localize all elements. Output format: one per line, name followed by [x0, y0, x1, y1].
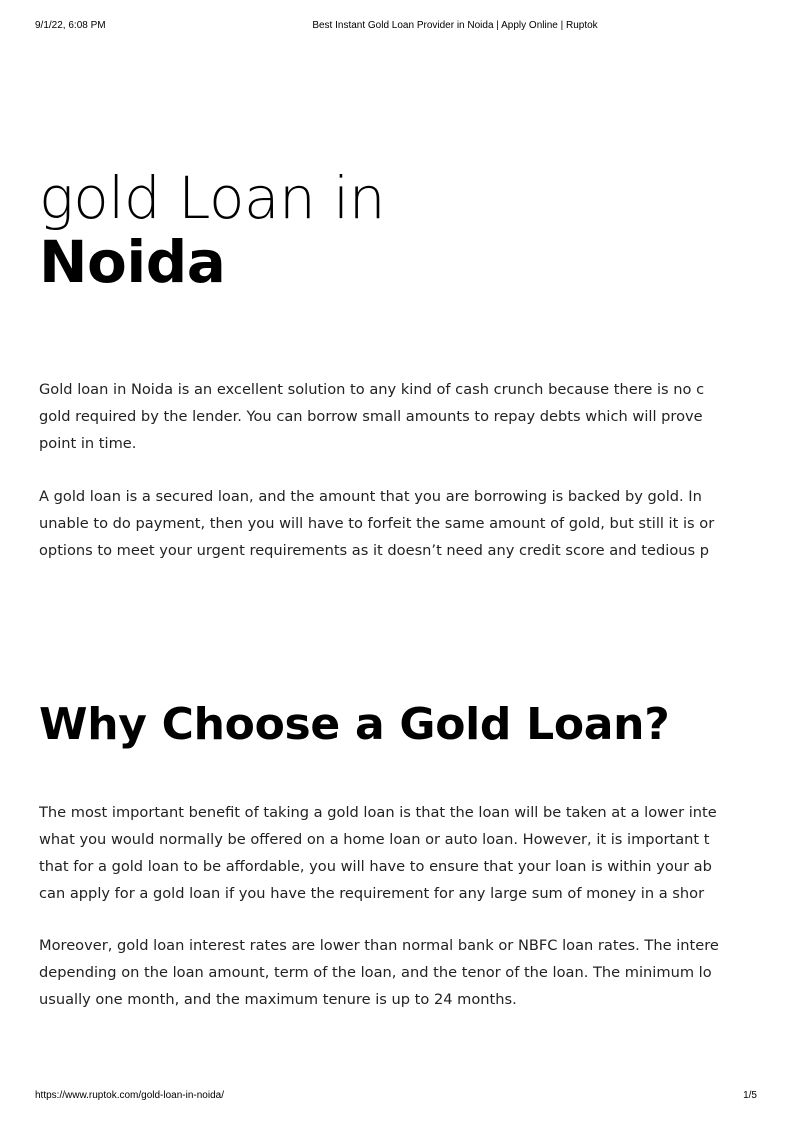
intro-paragraph-2 [39, 483, 757, 564]
paragraph-line: point in time. [39, 435, 137, 452]
paragraph-line: gold required by the lender. You can borrow small amounts to repay debts which will prove [39, 408, 703, 425]
print-url: https://www.ruptok.com/gold-loan-in-noida/ [35, 1090, 224, 1101]
paragraph-line: that for a gold loan to be affordable, you will have to ensure that your loan is within your ab [39, 858, 712, 875]
paragraph-line: depending on the loan amount, term of the loan, and the tenor of the loan. The minimum lo [39, 964, 712, 981]
print-footer [0, 1090, 793, 1104]
hero-title [39, 166, 385, 294]
section-paragraph-1 [39, 799, 757, 907]
paragraph-line: what you would normally be offered on a home loan or auto loan. However, it is important t [39, 831, 710, 848]
hero-title-line-2: Noida [39, 228, 226, 296]
paragraph-line: can apply for a gold loan if you have the requirement for any large sum of money in a shor [39, 885, 705, 902]
paragraph-line: A gold loan is a secured loan, and the amount that you are borrowing is backed by gold. In [39, 488, 702, 505]
paragraph-line: usually one month, and the maximum tenure is up to 24 months. [39, 991, 517, 1008]
section-paragraph-2 [39, 932, 757, 1013]
hero-title-line-1: gold Loan in [39, 164, 386, 232]
paragraph-line: unable to do payment, then you will have to forfeit the same amount of gold, but still it is or [39, 515, 715, 532]
print-page-title: Best Instant Gold Loan Provider in Noida | Apply Online | Ruptok [312, 20, 598, 31]
page-number: 1/5 [743, 1090, 757, 1101]
paragraph-line: The most important benefit of taking a gold loan is that the loan will be taken at a lower inte [39, 804, 717, 821]
intro-paragraph-1 [39, 376, 757, 457]
section-heading: Why Choose a Gold Loan? [39, 699, 670, 750]
paragraph-line: Gold loan in Noida is an excellent solution to any kind of cash crunch because there is no c [39, 381, 705, 398]
paragraph-line: options to meet your urgent requirements as it doesn’t need any credit score and tedious p [39, 542, 710, 559]
paragraph-line: Moreover, gold loan interest rates are lower than normal bank or NBFC loan rates. The intere [39, 937, 719, 954]
print-date: 9/1/22, 6:08 PM [35, 20, 106, 31]
article-content [39, 0, 757, 1123]
